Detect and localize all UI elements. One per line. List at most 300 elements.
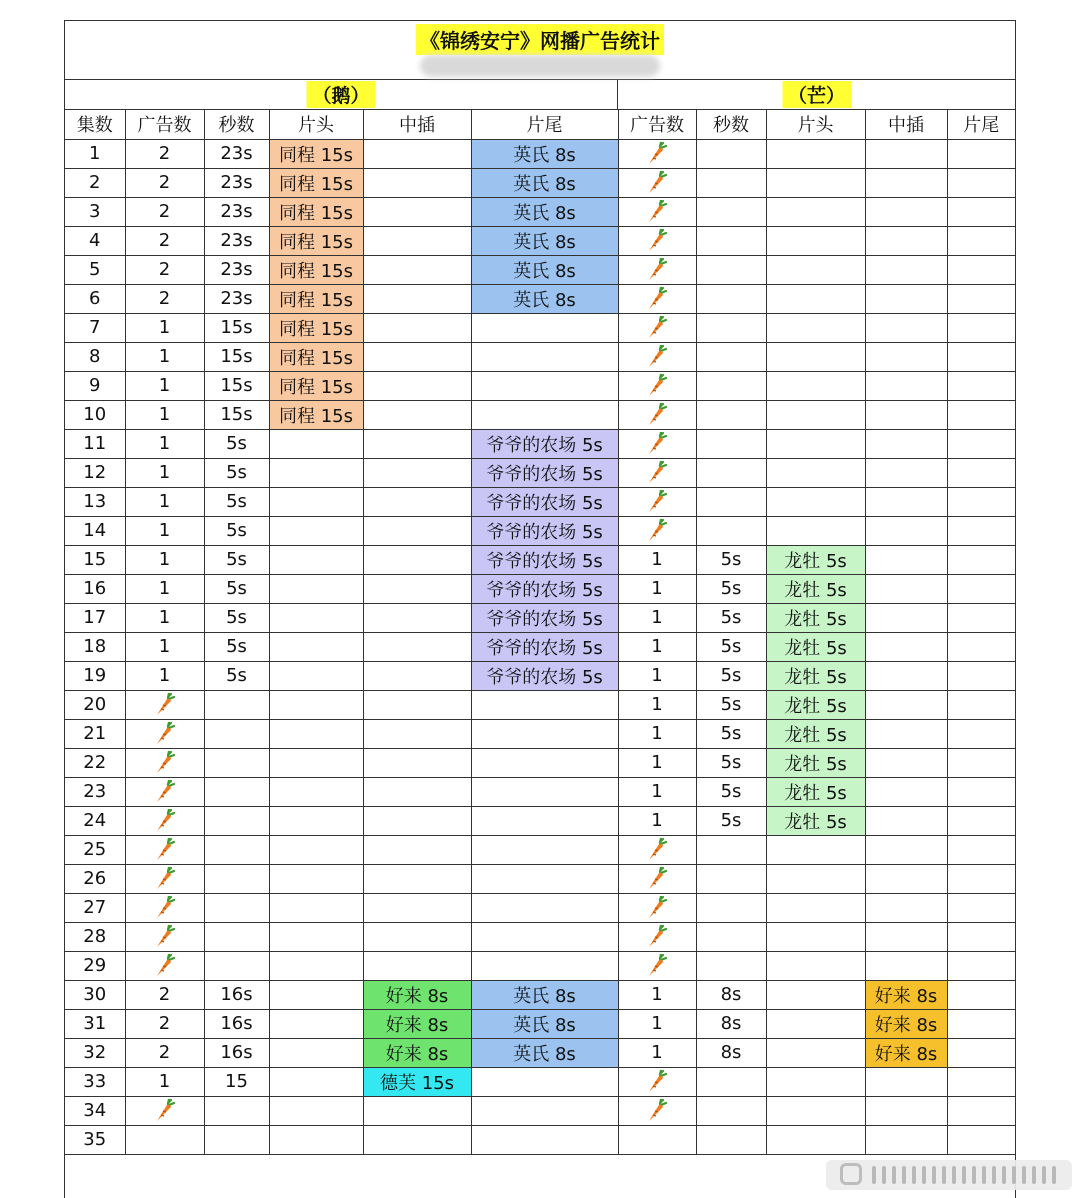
mango-seconds-cell <box>696 1067 766 1096</box>
mango-opening-cell <box>766 313 865 342</box>
table-row <box>65 1096 1015 1125</box>
penguin-opening-cell <box>269 545 363 574</box>
mango-ad-count-cell <box>618 922 696 951</box>
penguin-ending-cell <box>471 313 618 342</box>
carrot-icon <box>646 403 668 427</box>
mango-ad-count-cell <box>618 255 696 284</box>
table-row <box>65 574 1015 603</box>
carrot-icon <box>646 200 668 224</box>
carrot-icon <box>646 461 668 485</box>
episode-cell: 2 <box>65 168 125 197</box>
mango-midroll-cell <box>865 574 947 603</box>
episode-cell: 8 <box>65 342 125 371</box>
mango-opening-cell <box>766 1096 865 1125</box>
episode-cell: 31 <box>65 1009 125 1038</box>
episode-cell: 7 <box>65 313 125 342</box>
mango-seconds-cell <box>696 922 766 951</box>
penguin-ad-count-cell: 1 <box>125 545 204 574</box>
table-row <box>65 835 1015 864</box>
mango-seconds-cell <box>696 1096 766 1125</box>
mango-midroll-cell <box>865 255 947 284</box>
penguin-seconds-cell <box>204 719 269 748</box>
mango-opening-cell <box>766 893 865 922</box>
mango-ad-count-cell <box>618 516 696 545</box>
carrot-icon <box>646 519 668 543</box>
episode-cell: 34 <box>65 1096 125 1125</box>
mango-seconds-cell <box>696 429 766 458</box>
episode-cell: 15 <box>65 545 125 574</box>
mango-ad-count-cell <box>618 139 696 168</box>
penguin-midroll-cell <box>363 284 471 313</box>
penguin-ad-count-cell: 1 <box>125 1067 204 1096</box>
mango-opening-cell <box>766 835 865 864</box>
penguin-seconds-cell: 5s <box>204 545 269 574</box>
mango-seconds-cell <box>696 516 766 545</box>
penguin-opening-cell: 同程 15s <box>269 168 363 197</box>
table-row <box>65 371 1015 400</box>
penguin-ending-cell: 爷爷的农场 5s <box>471 603 618 632</box>
mango-seconds-cell <box>696 893 766 922</box>
penguin-ad-count-cell <box>125 835 204 864</box>
penguin-seconds-cell: 5s <box>204 487 269 516</box>
mango-ad-count-cell <box>618 313 696 342</box>
penguin-seconds-cell: 23s <box>204 139 269 168</box>
penguin-seconds-cell: 15s <box>204 313 269 342</box>
watermark <box>826 1160 1072 1190</box>
col-mango-opening: 片头 <box>766 110 865 139</box>
penguin-seconds-cell: 5s <box>204 603 269 632</box>
penguin-opening-cell <box>269 806 363 835</box>
mango-ending-cell <box>947 226 1015 255</box>
penguin-midroll-cell <box>363 893 471 922</box>
mango-midroll-cell <box>865 690 947 719</box>
penguin-seconds-cell <box>204 1125 269 1154</box>
penguin-ending-cell: 英氏 8s <box>471 1038 618 1067</box>
table-row <box>65 980 1015 1009</box>
mango-ending-cell <box>947 806 1015 835</box>
penguin-opening-cell <box>269 661 363 690</box>
mango-midroll-cell <box>865 1096 947 1125</box>
penguin-seconds-cell: 23s <box>204 255 269 284</box>
penguin-opening-cell <box>269 429 363 458</box>
mango-midroll-cell <box>865 313 947 342</box>
penguin-ending-cell <box>471 893 618 922</box>
mango-midroll-cell <box>865 429 947 458</box>
mango-ending-cell <box>947 864 1015 893</box>
penguin-seconds-cell <box>204 1096 269 1125</box>
mango-ending-cell <box>947 835 1015 864</box>
penguin-opening-cell: 同程 15s <box>269 313 363 342</box>
mango-ad-count-cell <box>618 1125 696 1154</box>
episode-cell: 33 <box>65 1067 125 1096</box>
episode-cell: 17 <box>65 603 125 632</box>
penguin-ad-count-cell <box>125 864 204 893</box>
mango-ending-cell <box>947 255 1015 284</box>
mango-ending-cell <box>947 139 1015 168</box>
mango-ending-cell <box>947 487 1015 516</box>
table-row <box>65 429 1015 458</box>
table-row <box>65 545 1015 574</box>
mango-ad-count-cell <box>618 429 696 458</box>
penguin-seconds-cell: 5s <box>204 661 269 690</box>
mango-opening-cell <box>766 951 865 980</box>
penguin-seconds-cell <box>204 835 269 864</box>
mango-ending-cell <box>947 458 1015 487</box>
penguin-opening-cell <box>269 1009 363 1038</box>
episode-cell: 25 <box>65 835 125 864</box>
mango-opening-cell <box>766 1009 865 1038</box>
penguin-midroll-cell <box>363 226 471 255</box>
episode-cell: 5 <box>65 255 125 284</box>
penguin-opening-cell <box>269 458 363 487</box>
mango-midroll-cell <box>865 371 947 400</box>
mango-opening-cell <box>766 1038 865 1067</box>
col-penguin-ad-count: 广告数 <box>125 110 204 139</box>
mango-ad-count-cell: 1 <box>618 1038 696 1067</box>
penguin-midroll-cell <box>363 922 471 951</box>
mango-opening-cell: 龙牡 5s <box>766 777 865 806</box>
episode-cell: 3 <box>65 197 125 226</box>
penguin-midroll-cell <box>363 458 471 487</box>
mango-opening-cell <box>766 429 865 458</box>
penguin-opening-cell <box>269 632 363 661</box>
penguin-seconds-cell: 5s <box>204 574 269 603</box>
table-row <box>65 748 1015 777</box>
episode-cell: 4 <box>65 226 125 255</box>
penguin-midroll-cell <box>363 487 471 516</box>
carrot-icon <box>154 954 176 978</box>
mango-ending-cell <box>947 603 1015 632</box>
mango-midroll-cell <box>865 719 947 748</box>
episode-cell: 19 <box>65 661 125 690</box>
penguin-opening-cell: 同程 15s <box>269 226 363 255</box>
mango-midroll-cell <box>865 1125 947 1154</box>
table-row <box>65 1038 1015 1067</box>
penguin-midroll-cell <box>363 168 471 197</box>
mango-midroll-cell: 好来 8s <box>865 1009 947 1038</box>
penguin-opening-cell: 同程 15s <box>269 371 363 400</box>
ad-table <box>65 110 1015 1155</box>
penguin-midroll-cell <box>363 313 471 342</box>
carrot-icon <box>646 287 668 311</box>
penguin-opening-cell <box>269 603 363 632</box>
penguin-ending-cell: 爷爷的农场 5s <box>471 545 618 574</box>
carrot-icon <box>154 896 176 920</box>
penguin-ending-cell: 英氏 8s <box>471 980 618 1009</box>
penguin-opening-cell <box>269 951 363 980</box>
mango-opening-cell <box>766 168 865 197</box>
mango-midroll-cell <box>865 1067 947 1096</box>
carrot-icon <box>154 780 176 804</box>
mango-ad-count-cell: 1 <box>618 748 696 777</box>
mango-ending-cell <box>947 1125 1015 1154</box>
penguin-midroll-cell: 好来 8s <box>363 1038 471 1067</box>
penguin-ad-count-cell: 1 <box>125 342 204 371</box>
penguin-ad-count-cell: 1 <box>125 458 204 487</box>
episode-cell: 12 <box>65 458 125 487</box>
table-row <box>65 1009 1015 1038</box>
mango-seconds-cell: 8s <box>696 1038 766 1067</box>
mango-seconds-cell <box>696 951 766 980</box>
mango-ad-count-cell <box>618 951 696 980</box>
mango-opening-cell: 龙牡 5s <box>766 574 865 603</box>
mango-seconds-cell: 8s <box>696 980 766 1009</box>
mango-seconds-cell: 5s <box>696 661 766 690</box>
penguin-ad-count-cell <box>125 777 204 806</box>
mango-midroll-cell <box>865 951 947 980</box>
col-mango-ending: 片尾 <box>947 110 1015 139</box>
penguin-midroll-cell <box>363 400 471 429</box>
col-mango-midroll: 中插 <box>865 110 947 139</box>
episode-cell: 14 <box>65 516 125 545</box>
penguin-opening-cell <box>269 574 363 603</box>
penguin-midroll-cell <box>363 545 471 574</box>
penguin-ad-count-cell: 2 <box>125 255 204 284</box>
penguin-seconds-cell: 15 <box>204 1067 269 1096</box>
table-row <box>65 168 1015 197</box>
penguin-opening-cell <box>269 748 363 777</box>
mango-seconds-cell: 5s <box>696 719 766 748</box>
mango-midroll-cell <box>865 168 947 197</box>
penguin-ad-count-cell <box>125 806 204 835</box>
mango-seconds-cell: 5s <box>696 632 766 661</box>
carrot-icon <box>154 809 176 833</box>
mango-ending-cell <box>947 429 1015 458</box>
mango-seconds-cell: 5s <box>696 777 766 806</box>
episode-cell: 18 <box>65 632 125 661</box>
penguin-opening-cell <box>269 777 363 806</box>
penguin-midroll-cell <box>363 806 471 835</box>
carrot-icon <box>154 925 176 949</box>
penguin-midroll-cell <box>363 516 471 545</box>
mango-seconds-cell <box>696 835 766 864</box>
penguin-seconds-cell: 23s <box>204 226 269 255</box>
table-row <box>65 1067 1015 1096</box>
penguin-ending-cell <box>471 806 618 835</box>
mango-midroll-cell <box>865 835 947 864</box>
penguin-seconds-cell <box>204 777 269 806</box>
mango-ending-cell <box>947 777 1015 806</box>
mango-midroll-cell <box>865 197 947 226</box>
penguin-seconds-cell: 15s <box>204 400 269 429</box>
penguin-ad-count-cell <box>125 1096 204 1125</box>
penguin-ending-cell <box>471 864 618 893</box>
table-row <box>65 400 1015 429</box>
penguin-opening-cell: 同程 15s <box>269 197 363 226</box>
penguin-seconds-cell: 16s <box>204 1038 269 1067</box>
penguin-ending-cell: 爷爷的农场 5s <box>471 458 618 487</box>
episode-cell: 35 <box>65 1125 125 1154</box>
episode-cell: 20 <box>65 690 125 719</box>
table-row <box>65 139 1015 168</box>
mango-ad-count-cell <box>618 864 696 893</box>
group-penguin <box>65 80 618 109</box>
mango-seconds-cell <box>696 255 766 284</box>
mango-opening-cell: 龙牡 5s <box>766 661 865 690</box>
penguin-ending-cell <box>471 1125 618 1154</box>
penguin-opening-cell <box>269 1038 363 1067</box>
table-row <box>65 690 1015 719</box>
mango-opening-cell: 龙牡 5s <box>766 545 865 574</box>
ad-stats-sheet <box>64 20 1016 1198</box>
mango-ending-cell <box>947 690 1015 719</box>
mango-seconds-cell <box>696 864 766 893</box>
table-row <box>65 951 1015 980</box>
penguin-ending-cell: 爷爷的农场 5s <box>471 574 618 603</box>
table-row <box>65 197 1015 226</box>
carrot-icon <box>154 1099 176 1123</box>
mango-ad-count-cell: 1 <box>618 574 696 603</box>
mango-ad-count-cell <box>618 284 696 313</box>
mango-ad-count-cell: 1 <box>618 806 696 835</box>
table-row <box>65 632 1015 661</box>
mango-ending-cell <box>947 400 1015 429</box>
mango-opening-cell <box>766 371 865 400</box>
penguin-ad-count-cell: 2 <box>125 168 204 197</box>
mango-opening-cell <box>766 516 865 545</box>
mango-seconds-cell: 5s <box>696 574 766 603</box>
mango-ending-cell <box>947 574 1015 603</box>
mango-ad-count-cell: 1 <box>618 719 696 748</box>
mango-opening-cell <box>766 1125 865 1154</box>
table-row <box>65 864 1015 893</box>
mango-opening-cell <box>766 980 865 1009</box>
episode-cell: 32 <box>65 1038 125 1067</box>
penguin-midroll-cell <box>363 777 471 806</box>
mango-ending-cell <box>947 545 1015 574</box>
mango-ending-cell <box>947 1067 1015 1096</box>
mango-ending-cell <box>947 632 1015 661</box>
mango-seconds-cell <box>696 458 766 487</box>
mango-ending-cell <box>947 661 1015 690</box>
mango-opening-cell <box>766 864 865 893</box>
mango-midroll-cell <box>865 777 947 806</box>
penguin-ad-count-cell <box>125 690 204 719</box>
episode-cell: 6 <box>65 284 125 313</box>
penguin-midroll-cell <box>363 255 471 284</box>
mango-midroll-cell <box>865 400 947 429</box>
penguin-ad-count-cell: 1 <box>125 516 204 545</box>
mango-midroll-cell <box>865 342 947 371</box>
episode-cell: 26 <box>65 864 125 893</box>
group-penguin-label: （鹅） <box>306 81 375 108</box>
mango-opening-cell: 龙牡 5s <box>766 690 865 719</box>
mango-opening-cell <box>766 1067 865 1096</box>
penguin-seconds-cell <box>204 748 269 777</box>
mango-opening-cell: 龙牡 5s <box>766 719 865 748</box>
table-row <box>65 922 1015 951</box>
episode-cell: 1 <box>65 139 125 168</box>
mango-ad-count-cell: 1 <box>618 545 696 574</box>
episode-cell: 10 <box>65 400 125 429</box>
mango-midroll-cell <box>865 922 947 951</box>
penguin-ending-cell: 英氏 8s <box>471 139 618 168</box>
penguin-midroll-cell <box>363 1096 471 1125</box>
table-row <box>65 516 1015 545</box>
carrot-icon <box>646 432 668 456</box>
carrot-icon <box>154 693 176 717</box>
table-row <box>65 893 1015 922</box>
penguin-midroll-cell <box>363 835 471 864</box>
penguin-ad-count-cell: 2 <box>125 284 204 313</box>
mango-opening-cell <box>766 197 865 226</box>
carrot-icon <box>646 374 668 398</box>
penguin-seconds-cell <box>204 690 269 719</box>
table-row <box>65 806 1015 835</box>
mango-ending-cell <box>947 313 1015 342</box>
penguin-seconds-cell <box>204 806 269 835</box>
carrot-icon <box>154 838 176 862</box>
title-row <box>65 21 1015 80</box>
penguin-ending-cell <box>471 748 618 777</box>
penguin-ad-count-cell: 2 <box>125 980 204 1009</box>
penguin-midroll-cell <box>363 632 471 661</box>
episode-cell: 21 <box>65 719 125 748</box>
penguin-midroll-cell <box>363 661 471 690</box>
mango-ending-cell <box>947 516 1015 545</box>
table-row <box>65 1125 1015 1154</box>
col-penguin-seconds: 秒数 <box>204 110 269 139</box>
penguin-ad-count-cell: 1 <box>125 400 204 429</box>
penguin-seconds-cell: 23s <box>204 197 269 226</box>
penguin-midroll-cell <box>363 719 471 748</box>
carrot-icon <box>646 867 668 891</box>
penguin-seconds-cell: 5s <box>204 516 269 545</box>
penguin-seconds-cell: 5s <box>204 429 269 458</box>
mango-ending-cell <box>947 980 1015 1009</box>
mango-opening-cell: 龙牡 5s <box>766 806 865 835</box>
penguin-ending-cell: 爷爷的农场 5s <box>471 516 618 545</box>
penguin-ending-cell: 英氏 8s <box>471 197 618 226</box>
mango-midroll-cell <box>865 284 947 313</box>
mango-ending-cell <box>947 951 1015 980</box>
penguin-ad-count-cell <box>125 922 204 951</box>
mango-ad-count-cell <box>618 1067 696 1096</box>
episode-cell: 16 <box>65 574 125 603</box>
penguin-ending-cell <box>471 922 618 951</box>
mango-ending-cell <box>947 1009 1015 1038</box>
penguin-ad-count-cell: 2 <box>125 197 204 226</box>
penguin-midroll-cell: 好来 8s <box>363 980 471 1009</box>
penguin-ending-cell: 爷爷的农场 5s <box>471 661 618 690</box>
mango-ending-cell <box>947 1038 1015 1067</box>
mango-ending-cell <box>947 719 1015 748</box>
mango-ad-count-cell <box>618 458 696 487</box>
col-episode: 集数 <box>65 110 125 139</box>
mango-seconds-cell <box>696 400 766 429</box>
mango-midroll-cell <box>865 458 947 487</box>
penguin-midroll-cell <box>363 139 471 168</box>
penguin-ending-cell <box>471 342 618 371</box>
episode-cell: 29 <box>65 951 125 980</box>
penguin-opening-cell <box>269 864 363 893</box>
mango-ad-count-cell: 1 <box>618 632 696 661</box>
mango-ending-cell <box>947 371 1015 400</box>
penguin-midroll-cell <box>363 574 471 603</box>
penguin-ending-cell: 英氏 8s <box>471 168 618 197</box>
penguin-seconds-cell: 23s <box>204 168 269 197</box>
mango-midroll-cell <box>865 516 947 545</box>
mango-opening-cell <box>766 284 865 313</box>
penguin-seconds-cell <box>204 864 269 893</box>
mango-opening-cell <box>766 487 865 516</box>
mango-seconds-cell <box>696 139 766 168</box>
penguin-midroll-cell <box>363 748 471 777</box>
penguin-ad-count-cell: 1 <box>125 661 204 690</box>
mango-midroll-cell <box>865 632 947 661</box>
mango-seconds-cell: 5s <box>696 748 766 777</box>
table-row <box>65 226 1015 255</box>
